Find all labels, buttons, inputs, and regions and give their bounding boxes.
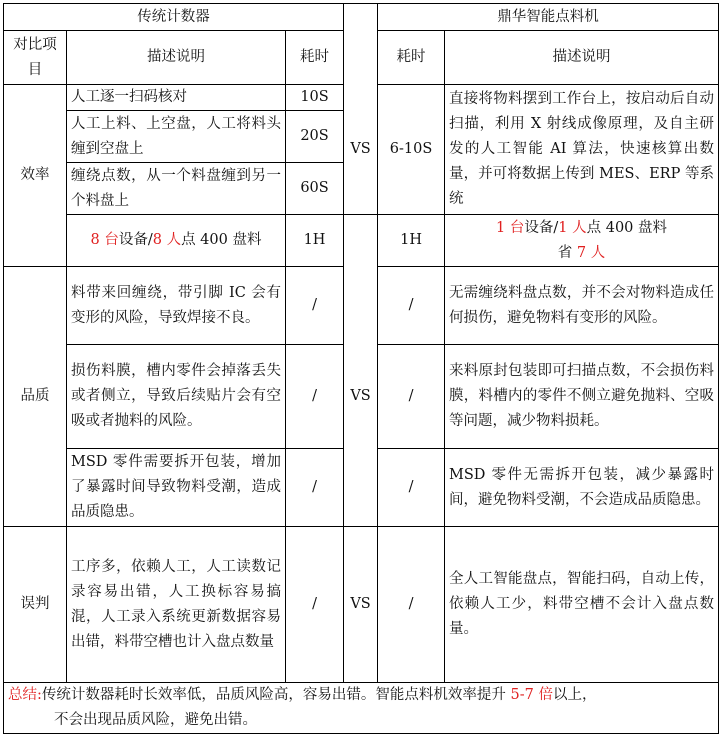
quality-left-2: 损伤料膜，槽内零件会掉落丢失或者侧立，导致后续贴片会有空吸或者抛料的风险。: [67, 345, 286, 449]
right-device-text: 设备/: [524, 219, 559, 236]
efficiency-desc-2: 人工上料、上空盘，人工将料头缠到空盘上: [67, 111, 286, 163]
summary-text-3: 不会出现品质风险，避免出错。: [54, 712, 257, 728]
error-right: 全人工智能盘点，智能扫码，自动上传，依赖人工少，料带空槽不会计入盘点数量。: [445, 527, 719, 683]
efficiency-summary-left-time: 1H: [286, 215, 344, 267]
left-title: 传统计数器: [4, 4, 344, 31]
summary-cell: [4, 683, 719, 734]
col-desc-left-header: 描述说明: [67, 31, 286, 85]
quality-left-time-1: /: [286, 267, 344, 345]
efficiency-desc-3: 缠绕点数，从一个料盘缠到另一个料盘上: [67, 163, 286, 215]
efficiency-summary-right-time: 1H: [378, 215, 445, 267]
summary-highlight: 5-7 倍: [510, 687, 553, 703]
error-left: 工序多，依赖人工，人工读数记录容易出错，人工换标容易搞混，人工录入系统更新数据容易出错，料带空槽也计入盘点数量: [67, 527, 286, 683]
error-row: [4, 527, 719, 683]
saved-workers: 7 人: [576, 244, 606, 261]
efficiency-time-1: 10S: [286, 85, 344, 111]
efficiency-vs: VS: [344, 85, 378, 215]
quality-left-time-3: /: [286, 449, 344, 527]
quality-left-1: 料带来回缠绕，带引脚 IC 会有变形的风险，导致焊接不良。: [67, 267, 286, 345]
left-worker-text: 点 400 盘料: [181, 232, 262, 248]
left-device-count: 8 台: [90, 232, 119, 248]
col-time-right-header: 耗时: [378, 31, 445, 85]
quality-right-1: 无需缠绕料盘点数，并不会对物料造成任何损伤，避免物料有变形的风险。: [445, 267, 719, 345]
efficiency-right-desc: 直接将物料摆到工作台上，按启动后自动扫描，利用 X 射线成像原理，及自主研发的人工智能 AI 算法，快速核算出数量，并可将数据上传到 MES、ERP 等系统: [445, 85, 719, 215]
right-worker-text: 点 400 盘料: [586, 219, 668, 236]
left-device-text: 设备/: [118, 232, 153, 248]
col-time-left-header: 耗时: [286, 31, 344, 85]
quality-label: 品质: [4, 267, 67, 527]
quality-row-1: [4, 267, 719, 345]
error-right-time: /: [378, 527, 445, 683]
efficiency-right-time: 6-10S: [378, 85, 445, 215]
quality-left-3: MSD 零件需要拆开包装，增加了暴露时间导致物料受潮，造成品质隐患。: [67, 449, 286, 527]
vs-column-gap: [344, 215, 378, 267]
quality-right-time-3: /: [378, 449, 445, 527]
title-row: [4, 4, 719, 31]
error-label: 误判: [4, 527, 67, 683]
vs-column-top: [344, 4, 378, 31]
error-left-time: /: [286, 527, 344, 683]
quality-right-time-1: /: [378, 267, 445, 345]
quality-right-3: MSD 零件无需拆开包装，减少暴露时间，避免物料受潮，不会造成品质隐患。: [445, 449, 719, 527]
efficiency-desc-1: 人工逐一扫码核对: [67, 85, 286, 111]
col-item-header: 对比项目: [4, 31, 67, 85]
quality-right-time-2: /: [378, 345, 445, 449]
right-title: 鼎华智能点料机: [378, 4, 719, 31]
right-device-count: 1 台: [496, 219, 525, 236]
efficiency-label: 效率: [4, 85, 67, 267]
col-desc-right-header: 描述说明: [445, 31, 719, 85]
quality-vs: VS: [344, 267, 378, 527]
summary-label: 总结:: [8, 687, 42, 703]
summary-text-1: 传统计数器耗时长效率低，品质风险高，容易出错。智能点料机效率提升: [41, 687, 511, 703]
efficiency-summary-right: [445, 215, 719, 267]
efficiency-summary-row: [4, 215, 719, 267]
comparison-table: [3, 3, 719, 734]
error-vs: VS: [344, 527, 378, 683]
header-row: [4, 31, 719, 85]
vs-column-mid: [344, 31, 378, 85]
right-worker-count: 1 人: [558, 219, 587, 236]
efficiency-row-1: [4, 85, 719, 111]
efficiency-summary-left: [67, 215, 286, 267]
quality-left-time-2: /: [286, 345, 344, 449]
left-worker-count: 8 人: [152, 232, 182, 248]
saved-text: 省: [557, 244, 577, 261]
summary-row: [4, 683, 719, 734]
efficiency-time-3: 60S: [286, 163, 344, 215]
quality-right-2: 来料原封包装即可扫描点数，不会损伤料膜，料槽内的零件不侧立避免抛料、空吸等问题，减少物料损耗。: [445, 345, 719, 449]
summary-text-2: 以上，: [552, 687, 597, 703]
efficiency-time-2: 20S: [286, 111, 344, 163]
